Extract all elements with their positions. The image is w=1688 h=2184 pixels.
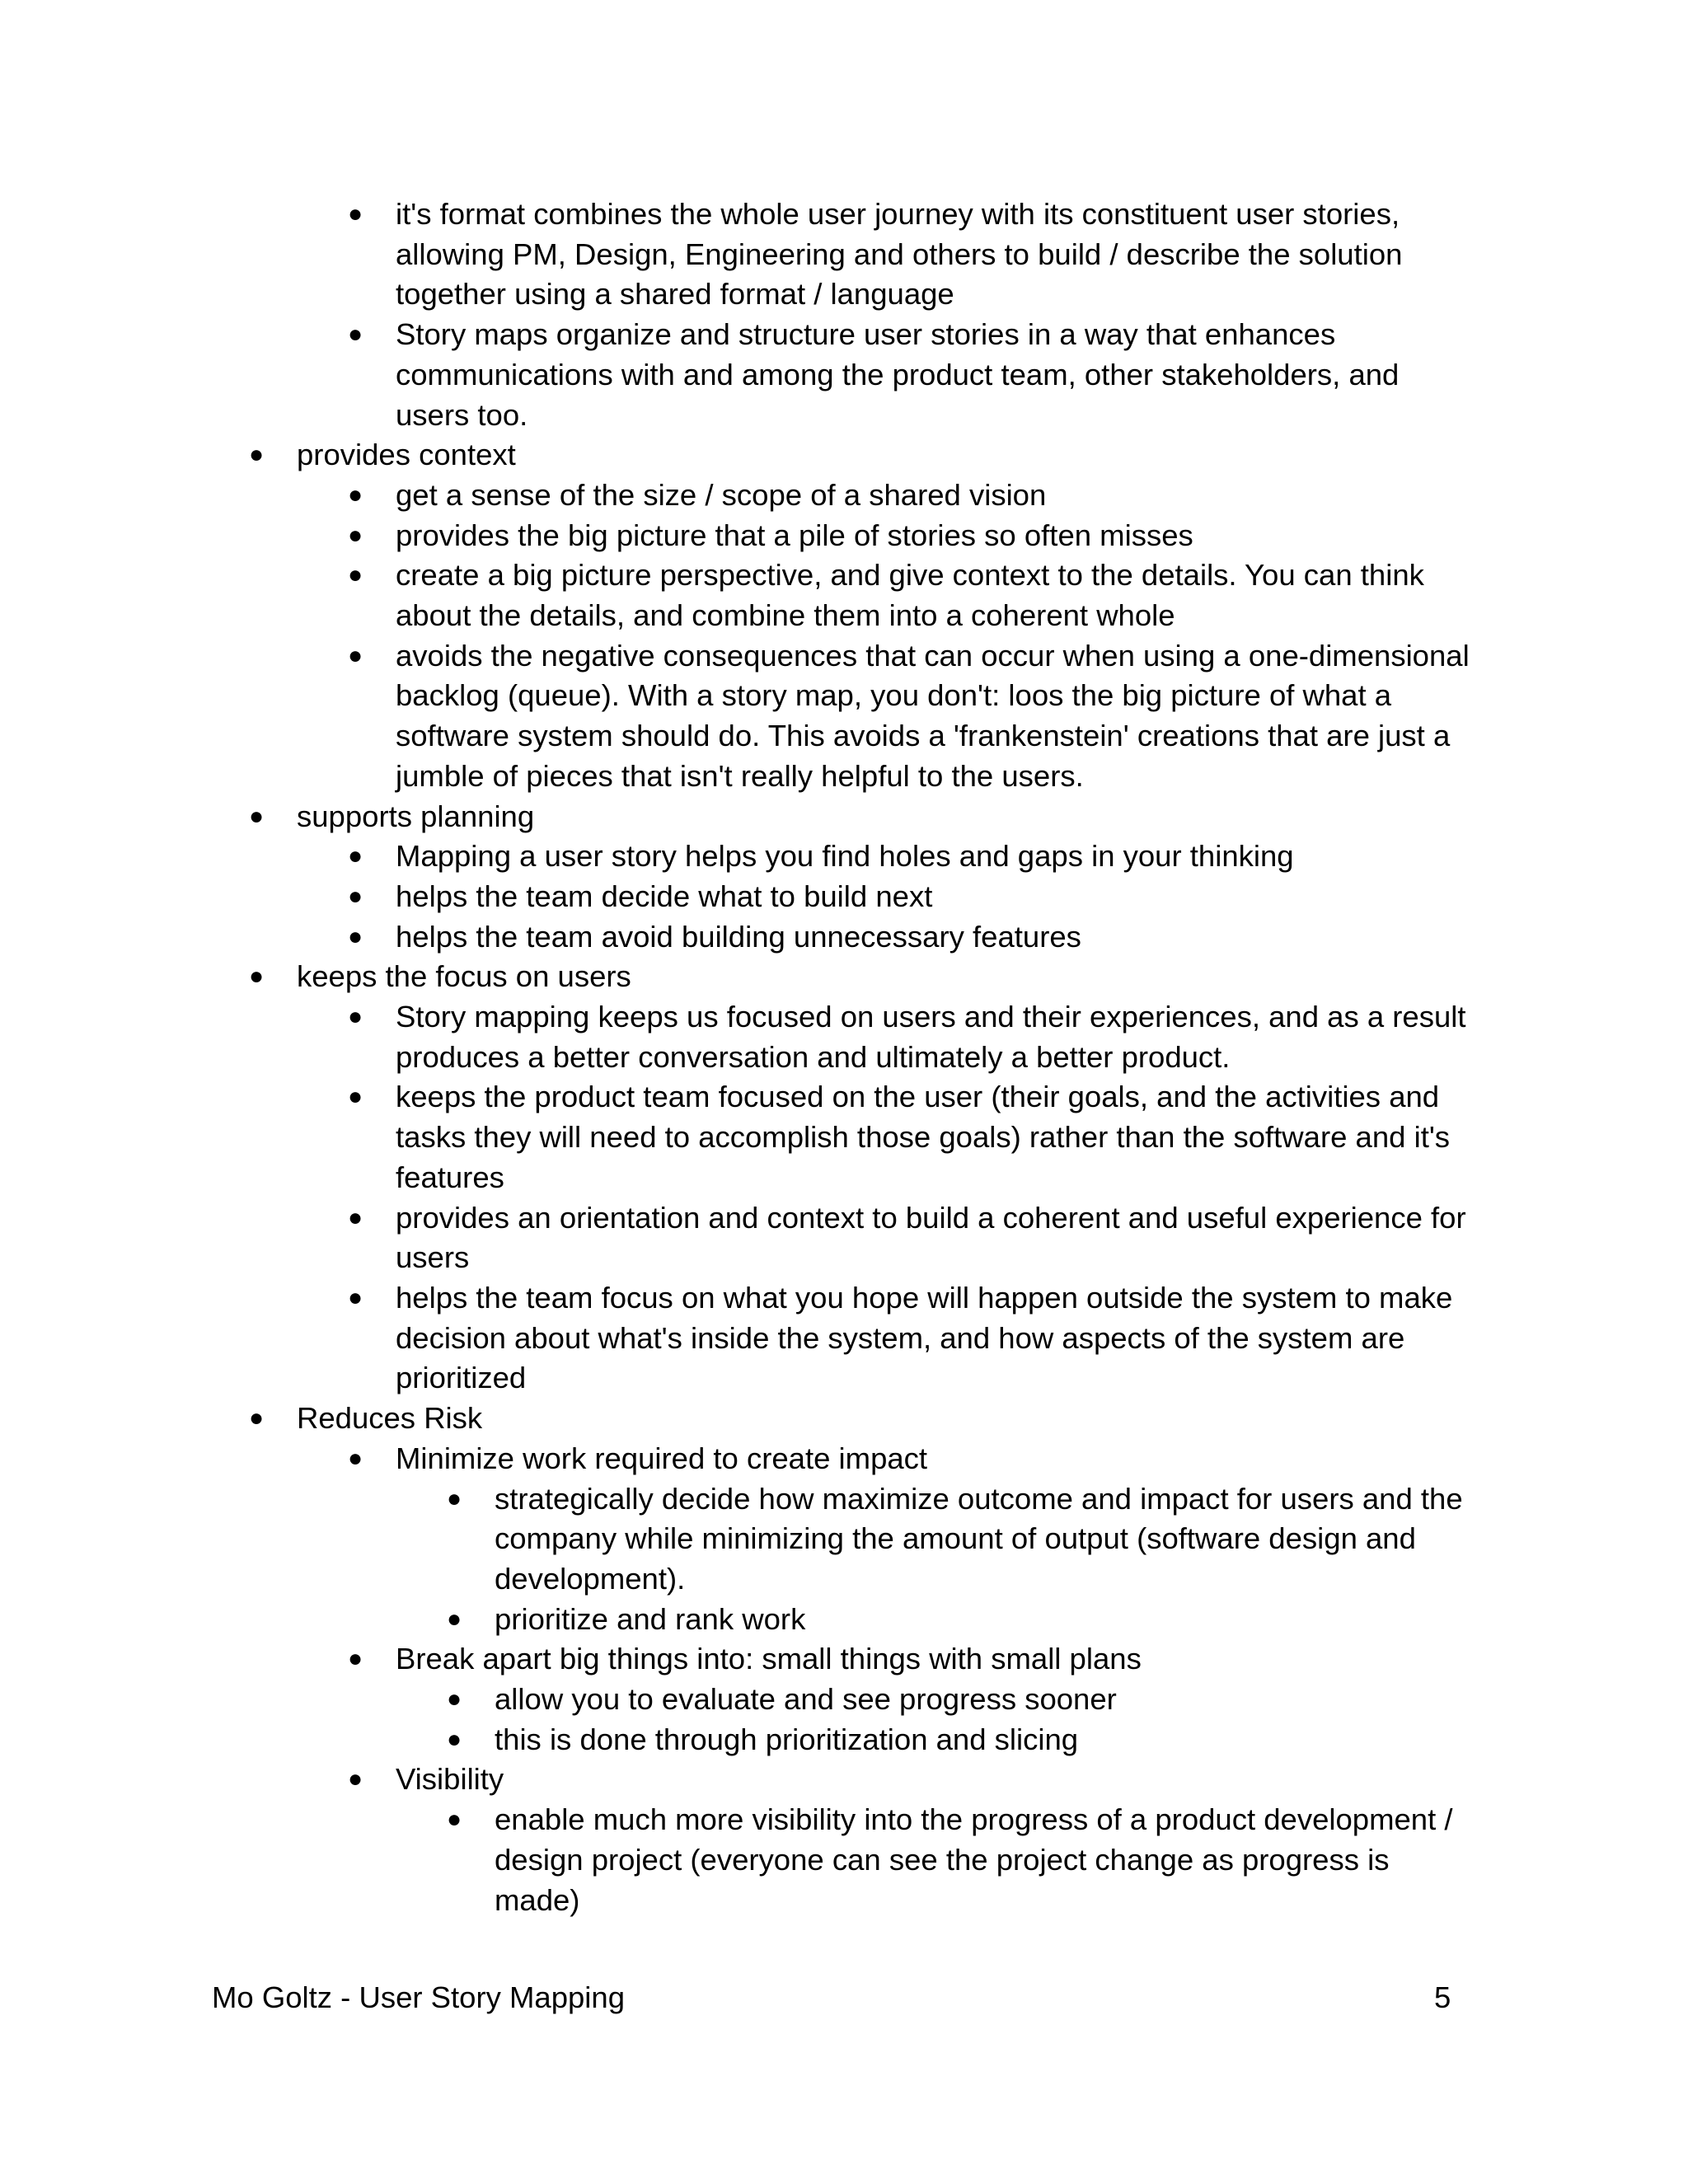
bullet-icon: ● <box>348 1203 363 1231</box>
list-item-level-1 <box>0 435 1688 476</box>
list-item-text-line: it's format combines the whole user journey with its constituent user stories, <box>396 197 1400 231</box>
list-item-text-line: Reduces Risk <box>297 1401 483 1436</box>
list-item-text-line: users too. <box>396 397 528 432</box>
list-item-text-line: development). <box>495 1561 686 1596</box>
bullet-icon: ● <box>447 1484 462 1512</box>
list-item-text-line: allowing PM, Design, Engineering and others to build / describe the solution <box>396 237 1403 271</box>
list-item-level-2 <box>0 1439 1688 1479</box>
bullet-icon: ● <box>249 1404 265 1432</box>
list-item-level-2 <box>0 917 1688 958</box>
list-item-level-2 <box>0 837 1688 877</box>
bullet-icon: ● <box>348 200 363 227</box>
list-item-text-line: helps the team avoid building unnecessary features <box>396 919 1081 954</box>
list-item-level-2 <box>0 315 1688 435</box>
list-item-level-3 <box>0 1680 1688 1720</box>
list-item-level-2 <box>0 194 1688 315</box>
list-item-level-2 <box>0 476 1688 516</box>
list-item-text-line: provides the big picture that a pile of stories so often misses <box>396 518 1193 552</box>
list-item-text-line: create a big picture perspective, and give context to the details. You can think <box>396 558 1424 593</box>
list-item-text-line: decision about what's inside the system, and how aspects of the system are <box>396 1320 1405 1355</box>
bullet-icon: ● <box>348 1645 363 1673</box>
list-item-text-line: get a sense of the size / scope of a shared vision <box>396 477 1047 512</box>
bullet-icon: ● <box>447 1605 462 1633</box>
list-item-level-2 <box>0 877 1688 917</box>
bullet-icon: ● <box>348 1283 363 1311</box>
list-item-level-2 <box>0 636 1688 797</box>
bullet-icon: ● <box>348 882 363 910</box>
list-item-level-3 <box>0 1600 1688 1640</box>
bullet-icon: ● <box>249 802 265 830</box>
list-item-text-line: enable much more visibility into the progress of a product development / <box>495 1802 1453 1837</box>
list-item-text-line: Story maps organize and structure user stories in a way that enhances <box>396 317 1336 352</box>
bullet-icon: ● <box>348 1444 363 1472</box>
list-item-text-line: produces a better conversation and ultimately a better product. <box>396 1039 1231 1074</box>
list-item-text-line: together using a shared format / language <box>396 277 954 312</box>
bullet-icon: ● <box>348 521 363 549</box>
bullet-icon: ● <box>348 842 363 870</box>
list-item-level-1 <box>0 957 1688 997</box>
list-item-text-line: helps the team decide what to build next <box>396 879 933 913</box>
list-item-text-line: strategically decide how maximize outcome and impact for users and the <box>495 1481 1463 1516</box>
list-item-text-line: users <box>396 1240 470 1275</box>
list-item-text-line: provides context <box>297 438 516 472</box>
list-item-text-line: backlog (queue). With a story map, you don't: loos the big picture of what a <box>396 678 1392 713</box>
bullet-icon: ● <box>348 922 363 950</box>
list-item-text-line: communications with and among the product team, other stakeholders, and <box>396 357 1400 391</box>
bullet-icon: ● <box>249 963 265 991</box>
bullet-icon: ● <box>348 321 363 349</box>
bullet-icon: ● <box>348 641 363 669</box>
list-item-level-3 <box>0 1479 1688 1600</box>
list-item-text-line: jumble of pieces that isn't really helpful to the users. <box>396 758 1084 793</box>
list-item-text-line: helps the team focus on what you hope will happen outside the system to make <box>396 1280 1453 1315</box>
list-item-level-2 <box>0 1760 1688 1800</box>
list-item-text-line: allow you to evaluate and see progress sooner <box>495 1682 1117 1717</box>
list-item-text-line: Mapping a user story helps you find holes and gaps in your thinking <box>396 839 1294 874</box>
list-item-text-line: design project (everyone can see the project change as progress is <box>495 1842 1390 1877</box>
list-item-text-line: tasks they will need to accomplish those goals) rather than the software and it's <box>396 1120 1451 1155</box>
list-item-level-1 <box>0 797 1688 837</box>
list-item-level-2 <box>0 516 1688 556</box>
bullet-icon: ● <box>348 480 363 509</box>
list-item-level-3 <box>0 1800 1688 1920</box>
list-item-text-line: prioritize and rank work <box>495 1601 806 1636</box>
bullet-icon: ● <box>348 1083 363 1111</box>
list-item-text-line: Story mapping keeps us focused on users and their experiences, and as a result <box>396 1000 1466 1034</box>
footer-title: Mo Goltz - User Story Mapping <box>212 1980 626 2014</box>
list-item-text-line: made) <box>495 1882 580 1917</box>
list-item-text-line: Minimize work required to create impact <box>396 1441 928 1475</box>
bullet-icon: ● <box>249 441 265 469</box>
list-item-level-2 <box>0 1639 1688 1680</box>
list-item-text-line: provides an orientation and context to build a coherent and useful experience for <box>396 1200 1466 1235</box>
list-item-text-line: Visibility <box>396 1762 504 1797</box>
bullet-icon: ● <box>447 1806 462 1834</box>
list-item-text-line: supports planning <box>297 799 535 833</box>
list-item-text-line: this is done through prioritization and slicing <box>495 1722 1079 1756</box>
list-item-text-line: prioritized <box>396 1361 527 1395</box>
list-item-text-line: keeps the focus on users <box>297 959 631 994</box>
list-item-level-2 <box>0 555 1688 635</box>
list-item-level-2 <box>0 997 1688 1077</box>
list-item-level-3 <box>0 1720 1688 1760</box>
bullet-icon: ● <box>447 1685 462 1713</box>
bullet-list <box>0 194 1688 1920</box>
list-item-text-line: company while minimizing the amount of output (software design and <box>495 1521 1416 1556</box>
list-item-text-line: features <box>396 1160 504 1194</box>
bullet-icon: ● <box>447 1725 462 1753</box>
bullet-icon: ● <box>348 1765 363 1793</box>
list-item-level-2 <box>0 1198 1688 1278</box>
bullet-icon: ● <box>348 1003 363 1031</box>
list-item-text-line: about the details, and combine them into a coherent whole <box>396 598 1175 633</box>
page-number: 5 <box>1434 1980 1451 2014</box>
list-item-level-1 <box>0 1399 1688 1439</box>
list-item-level-2 <box>0 1278 1688 1399</box>
list-item-text-line: avoids the negative consequences that can occur when using a one-dimensional <box>396 638 1470 673</box>
list-item-text-line: keeps the product team focused on the user (their goals, and the activities and <box>396 1080 1440 1114</box>
list-item-text-line: Break apart big things into: small things with small plans <box>396 1642 1142 1676</box>
bullet-icon: ● <box>348 561 363 589</box>
list-item-level-2 <box>0 1077 1688 1197</box>
list-item-text-line: software system should do. This avoids a 'frankenstein' creations that are just a <box>396 719 1451 753</box>
